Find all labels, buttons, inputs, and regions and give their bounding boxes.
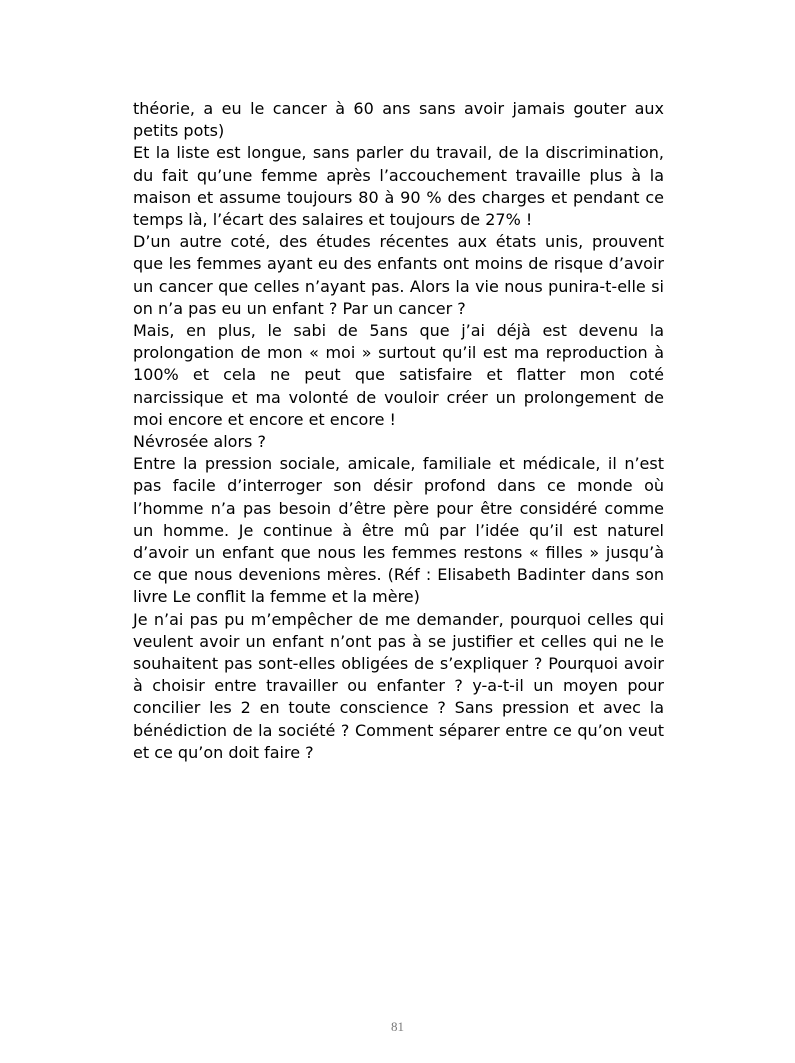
paragraph-6: Entre la pression sociale, amicale, familiale et médicale, il n’est pas facile d’interroger son désir profond dans ce monde où l’homme n’a pas besoin d’être père pour être considéré comme un homme. Je continue à être mû par l’idée qu’il est naturel d’avoir un enfant que nous les femmes restons « filles » jusqu’à ce que nous devenions mères. (Réf : Elisabeth Badinter dans son livre Le conflit la femme et la mère) — [133, 454, 664, 607]
body-text — [133, 98, 664, 764]
paragraph-7: Je n’ai pas pu m’empêcher de me demander, pourquoi celles qui veulent avoir un enfant n’ont pas à se justifier et celles qui ne le souhaitent pas sont-elles obligées de s’expliquer ? Pourquoi avoir à choisir entre travailler ou enfanter ? y-a-t-il un moyen pour concilier les 2 en toute conscience ? Sans pression et avec la bénédiction de la société ? Comment séparer entre ce qu’on veut et ce qu’on doit faire ? — [133, 609, 664, 762]
paragraph-4: Mais, en plus, le sabi de 5ans que j’ai déjà est devenu la prolongation de mon « moi » surtout qu’il est ma reproduction à 100% et cela ne peut que satisfaire et flatter mon coté narcissique et ma volonté de vouloir créer un prolongement de moi encore et encore et encore ! — [133, 321, 664, 429]
paragraph-2: Et la liste est longue, sans parler du travail, de la discrimination, du fait qu’une femme après l’accouchement travaille plus à la maison et assume toujours 80 à 90 % des charges et pendant ce temps là, l’écart des salaires et toujours de 27% ! — [133, 143, 664, 230]
paragraph-3: D’un autre coté, des études récentes aux états unis, prouvent que les femmes ayant eu des enfants ont moins de risque d’avoir un cancer que celles n’ayant pas. Alors la vie nous punira-t-elle si on n’a pas eu un enfant ? Par un cancer ? — [133, 232, 664, 318]
page-number: 81 — [391, 1019, 404, 1034]
paragraph-1: théorie, a eu le cancer à 60 ans sans avoir jamais gouter aux petits pots) — [133, 99, 664, 141]
paragraph-5: Névrosée alors ? — [133, 432, 266, 452]
